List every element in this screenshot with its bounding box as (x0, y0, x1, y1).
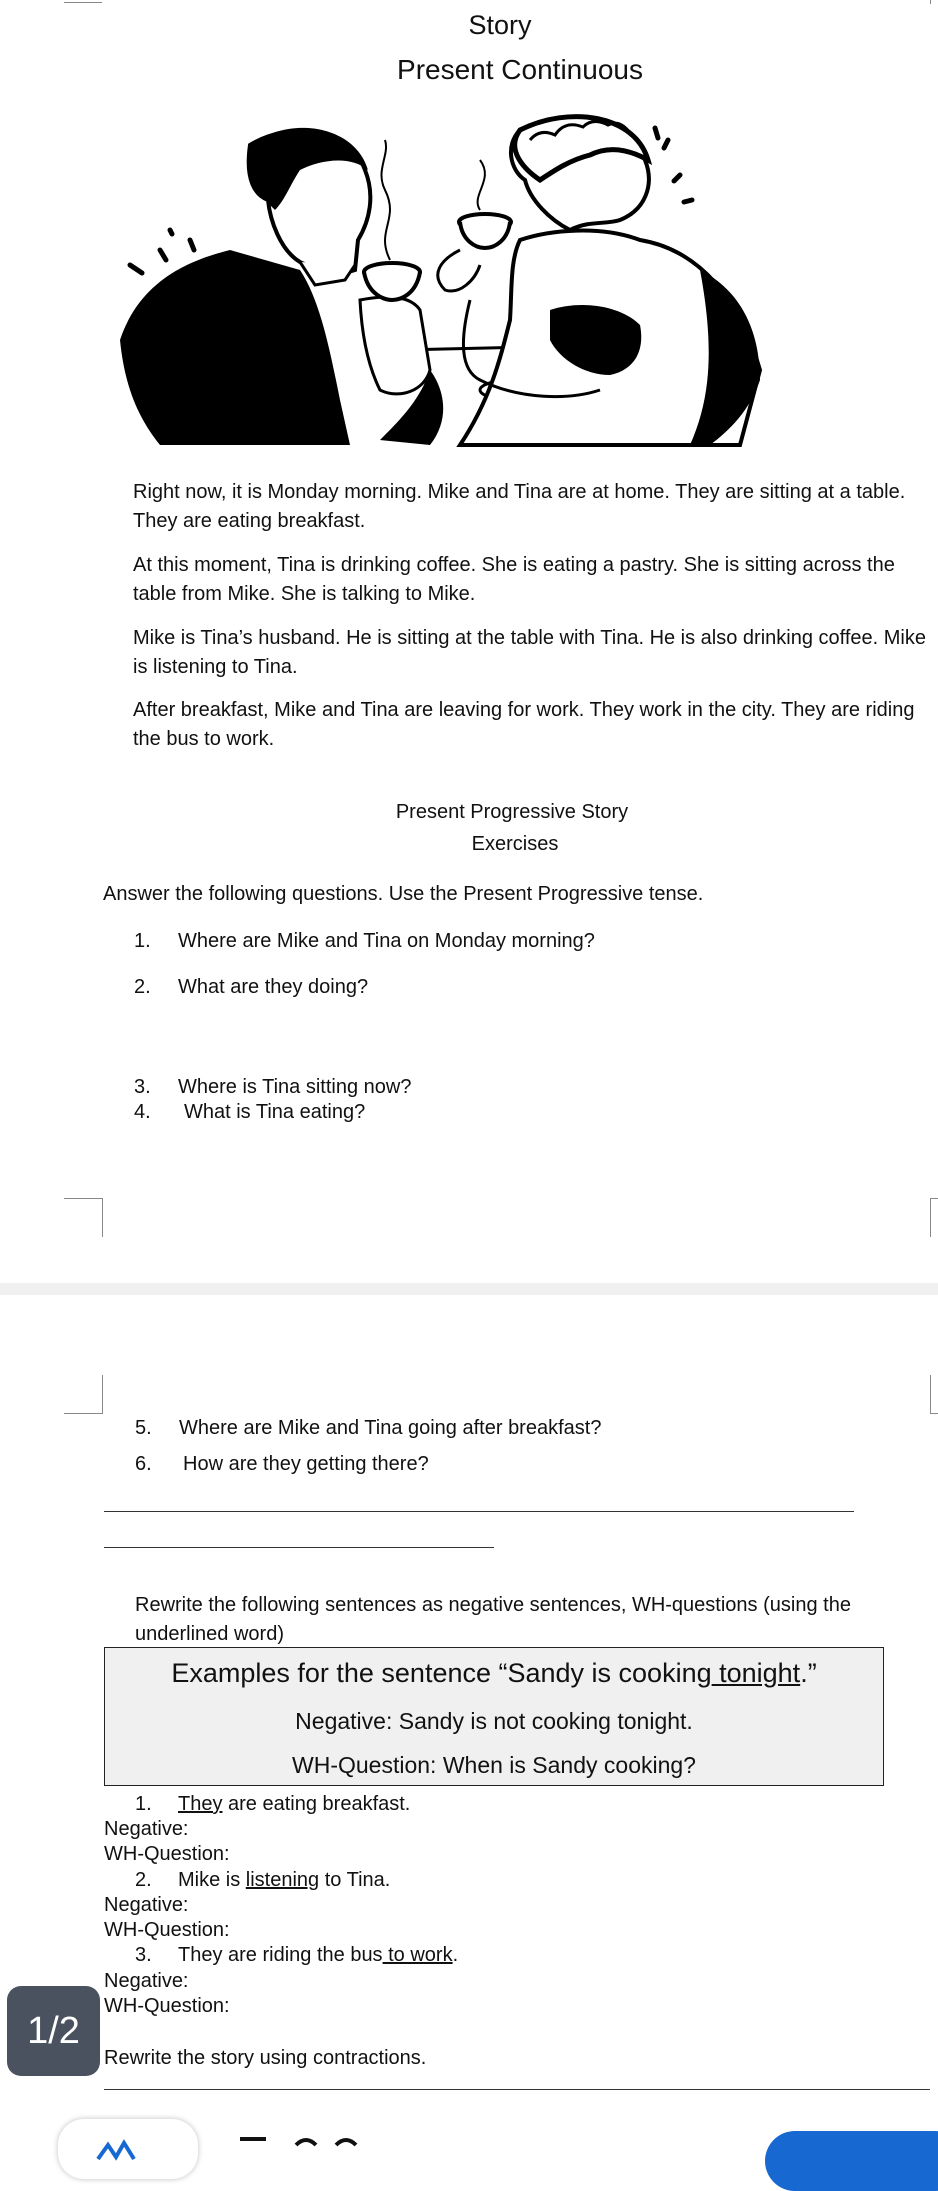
story-paragraph-2: At this moment, Tina is drinking coffee. She is eating a pastry. She is sitting across the table from Mike. She is talking to Mike. (133, 554, 895, 605)
exercise-title: Present Progressive Story (395, 801, 629, 823)
coffee-couple-illustration (100, 100, 790, 460)
partial-text-icon (236, 2131, 386, 2152)
crop-mark-bottom-right (930, 1198, 938, 1237)
question-1: 1. Where are Mike and Tina on Monday morning? (134, 930, 595, 952)
answer-line-2[interactable] (104, 1547, 494, 1548)
action-fab[interactable] (765, 2131, 938, 2191)
page-indicator-badge[interactable] (7, 1986, 100, 2076)
negative-label-2: Negative: (104, 1894, 189, 1916)
answer-line-1[interactable] (104, 1511, 854, 1512)
rewrite-item-2: 2. Mike is listening to Tina. (135, 1869, 391, 1891)
rewrite-item-3: 3. They are riding the bus to work. (135, 1944, 459, 1966)
story-title: Story (468, 10, 532, 40)
story-subtitle: Present Continuous (397, 54, 643, 85)
negative-label-1: Negative: (104, 1818, 189, 1840)
examples-title: Examples for the sentence “Sandy is cooking tonight.” (171, 1658, 817, 1688)
question-2: 2. What are they doing? (134, 976, 369, 998)
wh-question-label-1: WH-Question: (104, 1843, 230, 1865)
page-2 (0, 1295, 938, 2152)
wh-question-label-2: WH-Question: (104, 1919, 230, 1941)
exercise-subtitle: Exercises (471, 833, 559, 855)
story-paragraph-4: After breakfast, Mike and Tina are leaving for work. They work in the city. They are riding the bus to work. (133, 699, 915, 750)
contractions-instruction: Rewrite the story using contractions. (104, 2047, 427, 2069)
examples-box (104, 1647, 884, 1786)
exercise-instruction: Answer the following questions. Use the Present Progressive tense. (103, 883, 704, 905)
story-paragraph-1: Right now, it is Monday morning. Mike and Tina are at home. They are sitting at a table. They are eating breakfast. (133, 481, 906, 532)
crop-mark-top-right (930, 0, 938, 4)
crop-mark-p2-top-right (930, 1375, 938, 1414)
sparkle-icon (86, 2131, 146, 2171)
question-6: 6. How are they getting there? (135, 1453, 429, 1475)
page-indicator-text: 1/2 (27, 2009, 80, 2052)
rewrite-item-1: 1. They are eating breakfast. (135, 1793, 411, 1815)
question-3: 3. Where is Tina sitting now? (134, 1076, 412, 1098)
question-5: 5. Where are Mike and Tina going after breakfast? (135, 1417, 602, 1439)
examples-negative: Negative: Sandy is not cooking tonight. (295, 1708, 693, 1734)
crop-mark-bottom-left (64, 1198, 103, 1237)
page-separator (0, 1283, 938, 1295)
bottom-partial-heading (236, 2131, 386, 2152)
contractions-answer-line[interactable] (104, 2089, 930, 2090)
story-paragraph-3: Mike is Tina’s husband. He is sitting at the table with Tina. He is also drinking coffee. Mike is listening to Tina. (133, 627, 926, 678)
crop-mark-top-left (64, 0, 102, 3)
wh-question-label-3: WH-Question: (104, 1995, 230, 2017)
crop-mark-p2-top-left (64, 1375, 103, 1414)
floating-card[interactable] (58, 2119, 198, 2179)
negative-label-3: Negative: (104, 1970, 189, 1992)
examples-wh-question: WH-Question: When is Sandy cooking? (292, 1752, 696, 1778)
rewrite-instruction: Rewrite the following sentences as negative sentences, WH-questions (using the underlined word) (135, 1594, 851, 1645)
question-4: 4. What is Tina eating? (134, 1101, 366, 1123)
